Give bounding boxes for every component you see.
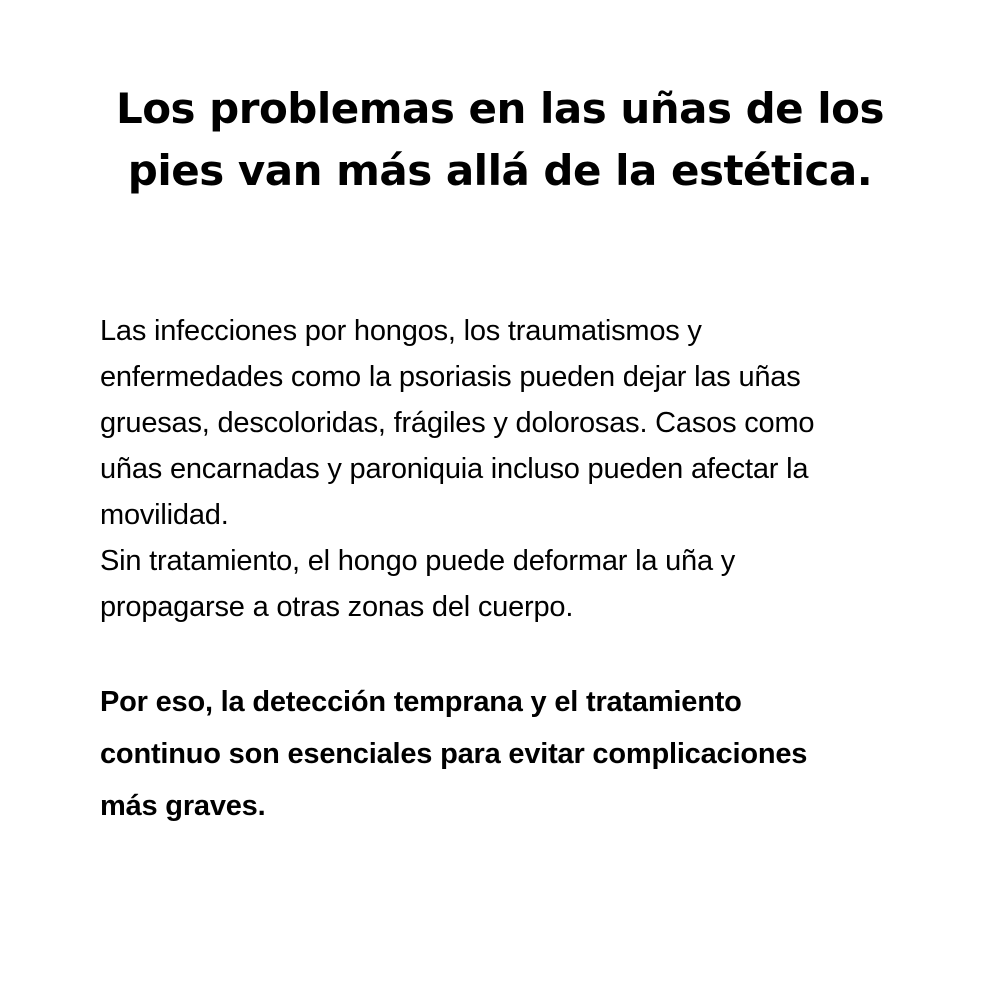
emphasis-line: Por eso, la detección temprana y el tratamiento xyxy=(100,686,742,718)
page-title xyxy=(60,78,940,202)
emphasis-line: continuo son esenciales para evitar complicaciones xyxy=(100,738,808,770)
title-line: pies van más allá de la estética. xyxy=(127,146,873,195)
title-line: Los problemas en las uñas de los xyxy=(115,84,885,133)
body-line: movilidad. xyxy=(100,499,229,531)
emphasis-paragraph xyxy=(100,676,980,832)
body-line: uñas encarnadas y paroniquia incluso pueden afectar la xyxy=(100,453,809,485)
body-line: propagarse a otras zonas del cuerpo. xyxy=(100,591,574,623)
body-paragraph xyxy=(100,308,960,630)
body-line: enfermedades como la psoriasis pueden dejar las uñas xyxy=(100,361,801,393)
body-line: Sin tratamiento, el hongo puede deformar la uña y xyxy=(100,545,736,577)
body-line: Las infecciones por hongos, los traumatismos y xyxy=(100,315,702,347)
emphasis-line: más graves. xyxy=(100,790,266,822)
body-line: gruesas, descoloridas, frágiles y dolorosas. Casos como xyxy=(100,407,815,439)
